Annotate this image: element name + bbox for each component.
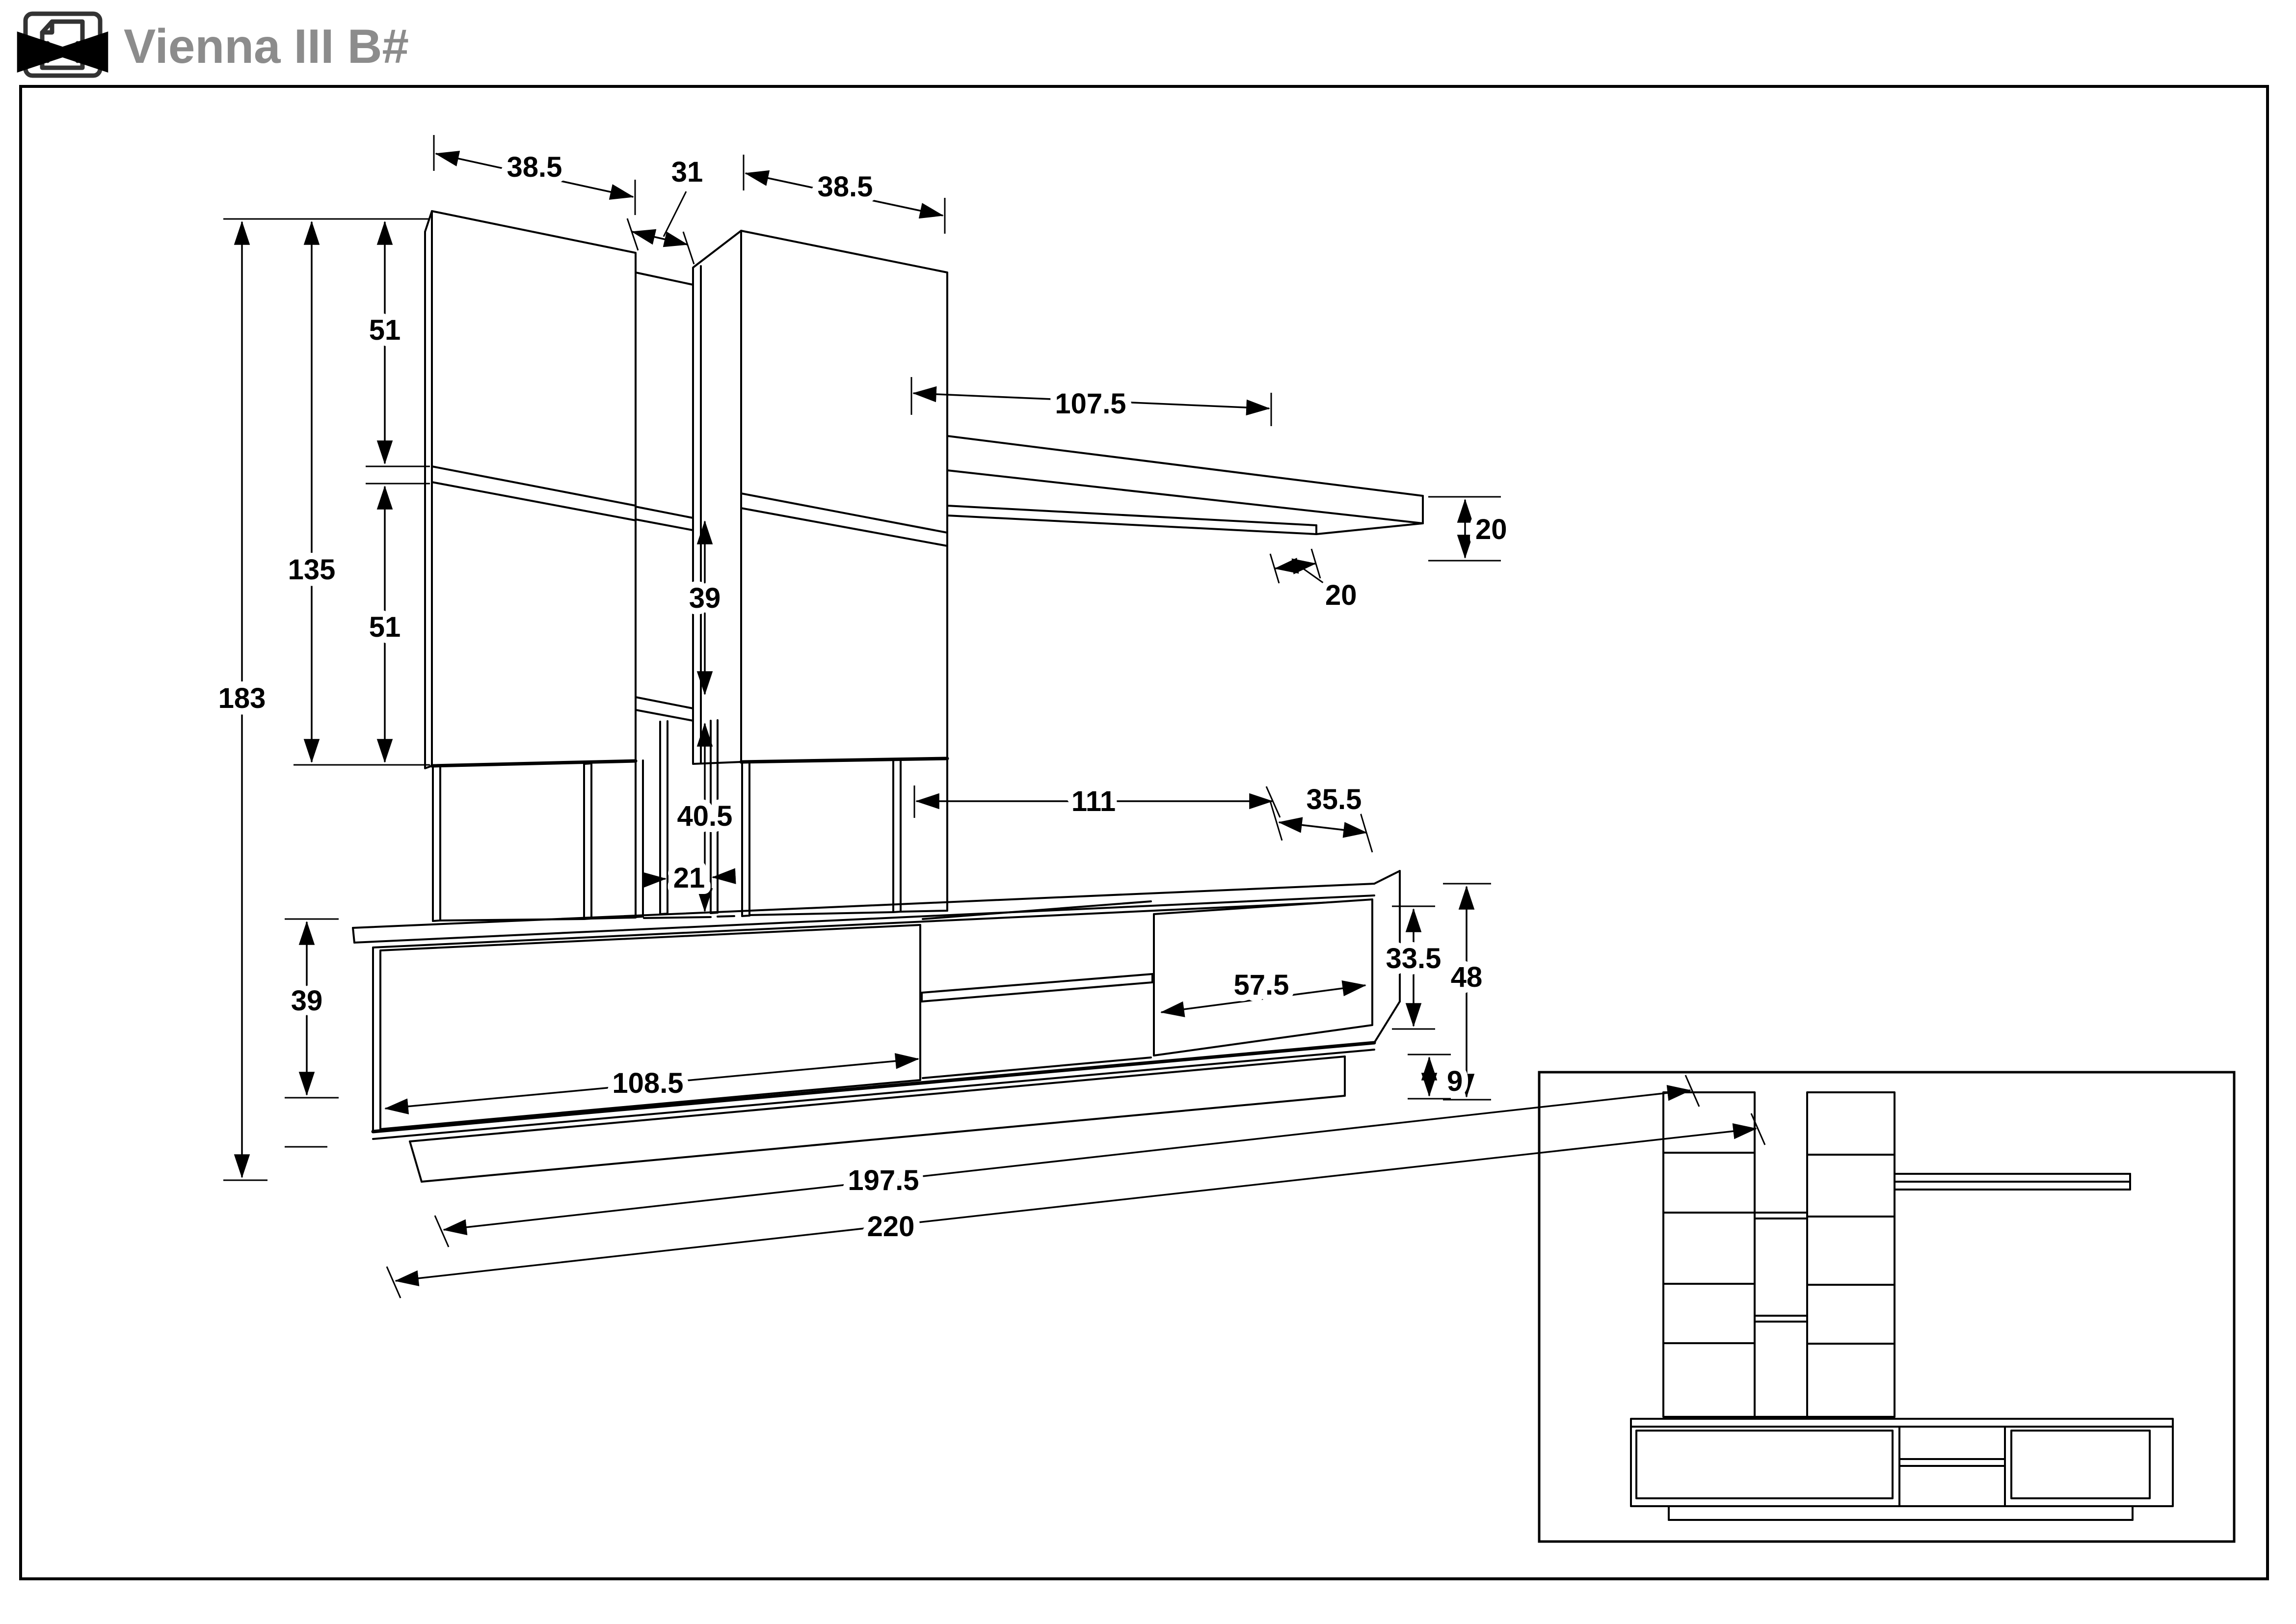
dim-base-height: 48 [1450,961,1483,993]
dim-shelf-height: 20 [1475,514,1507,545]
dim-base-depth: 35.5 [1306,784,1362,815]
dim-mid-lower-gap: 40.5 [677,800,733,832]
dim-lower-door-height: 51 [369,611,401,643]
dim-shelf-depth: 20 [1325,579,1357,611]
title-bar [26,14,409,76]
dim-base-total-width: 220 [867,1211,915,1243]
dim-base-right-door-width: 57.5 [1233,969,1289,1001]
dim-base-open-width: 111 [1071,785,1116,817]
inset-front-view [1539,1072,2234,1542]
dim-mid-shelf-gap: 39 [689,582,721,614]
main-view [218,135,1765,1298]
dim-mid-gap-width: 21 [673,862,705,894]
tv-stand [353,871,1400,1182]
dim-total-height: 183 [218,682,266,714]
dim-base-left-door-width: 108.5 [612,1067,684,1099]
dim-top-right-width: 38.5 [817,171,873,203]
dim-base-body-width: 197.5 [848,1164,919,1196]
dimension-document-icon [26,14,100,76]
dim-top-gap: 31 [671,156,703,188]
dim-shelf-length: 107.5 [1055,388,1126,420]
dim-plinth-height: 9 [1447,1065,1463,1097]
inset-border [1539,1072,2234,1542]
wall-shelf [947,436,1423,534]
dim-top-left-width: 38.5 [507,151,562,183]
right-tower-doors [741,231,947,762]
dim-upper-door-height: 51 [369,314,401,346]
page-title: Vienna III B# [124,19,409,73]
dim-base-door-height: 33.5 [1386,943,1442,974]
drawing-border [21,86,2268,1579]
dim-base-left-height: 39 [291,985,323,1017]
dim-tower-height: 135 [288,554,336,586]
left-tower [425,211,643,921]
